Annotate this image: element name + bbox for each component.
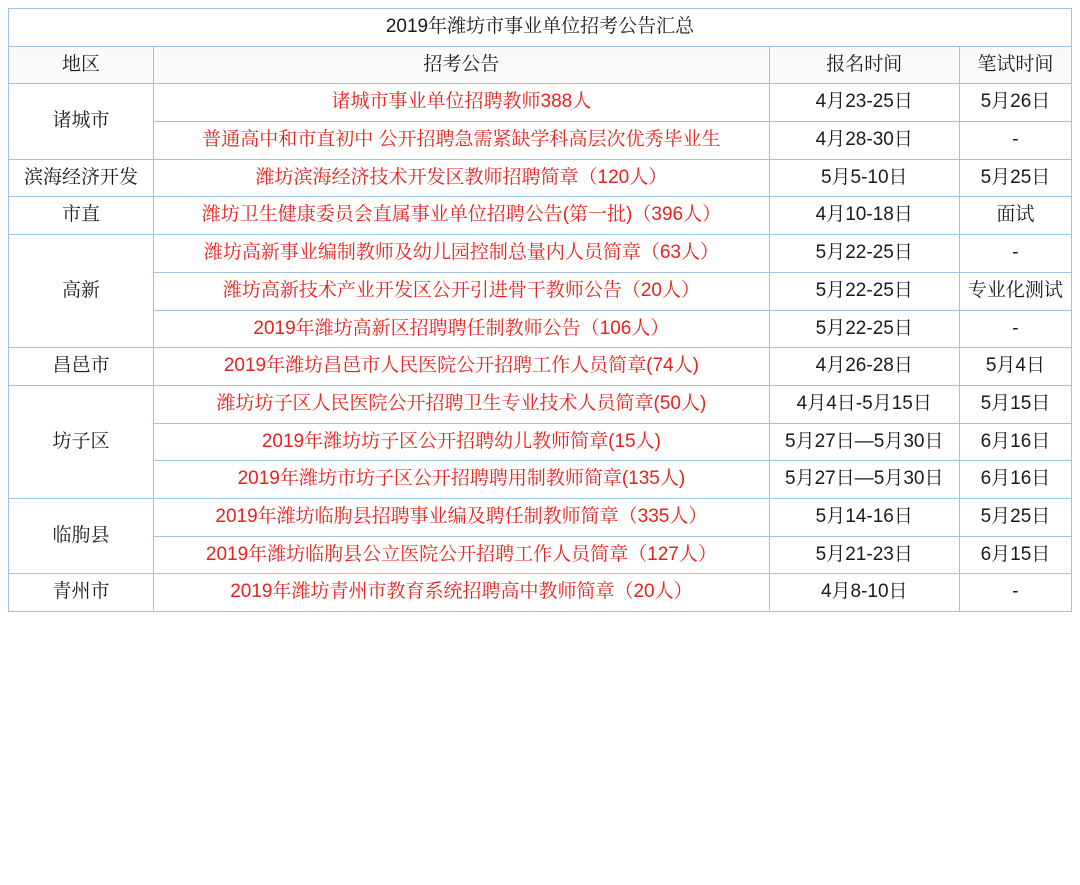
page-title: 2019年潍坊市事业单位招考公告汇总 — [9, 9, 1072, 47]
announcement-link[interactable]: 2019年潍坊坊子区公开招聘幼儿教师简章(15人) — [154, 423, 770, 461]
region-cell: 青州市 — [9, 574, 154, 612]
signup-time: 4月28-30日 — [769, 122, 959, 160]
signup-time: 4月23-25日 — [769, 84, 959, 122]
signup-time: 5月22-25日 — [769, 272, 959, 310]
exam-time: 面试 — [959, 197, 1071, 235]
exam-time: 6月16日 — [959, 423, 1071, 461]
table-row — [9, 235, 1072, 273]
announcement-link[interactable]: 潍坊高新技术产业开发区公开引进骨干教师公告（20人） — [154, 272, 770, 310]
region-cell: 诸城市 — [9, 84, 154, 159]
announcement-link[interactable]: 2019年潍坊昌邑市人民医院公开招聘工作人员简章(74人) — [154, 348, 770, 386]
region-cell: 滨海经济开发 — [9, 159, 154, 197]
table-row — [9, 385, 1072, 423]
exam-time: 5月4日 — [959, 348, 1071, 386]
signup-time: 5月14-16日 — [769, 498, 959, 536]
table-row — [9, 159, 1072, 197]
signup-time: 4月10-18日 — [769, 197, 959, 235]
signup-time: 5月27日—5月30日 — [769, 461, 959, 499]
exam-time: 5月25日 — [959, 498, 1071, 536]
table-row — [9, 84, 1072, 122]
table-header-row — [9, 46, 1072, 84]
exam-time: 5月25日 — [959, 159, 1071, 197]
table-row — [9, 272, 1072, 310]
announcement-link[interactable]: 2019年潍坊临朐县公立医院公开招聘工作人员简章（127人） — [154, 536, 770, 574]
region-cell: 昌邑市 — [9, 348, 154, 386]
announcement-link[interactable]: 2019年潍坊临朐县招聘事业编及聘任制教师简章（335人） — [154, 498, 770, 536]
table-row — [9, 310, 1072, 348]
column-header-signup-time: 报名时间 — [769, 46, 959, 84]
table-row — [9, 574, 1072, 612]
table-row — [9, 197, 1072, 235]
exam-time: 专业化测试 — [959, 272, 1071, 310]
table-body — [9, 9, 1072, 612]
signup-time: 4月8-10日 — [769, 574, 959, 612]
exam-time: - — [959, 122, 1071, 160]
signup-time: 5月27日—5月30日 — [769, 423, 959, 461]
announcement-link[interactable]: 潍坊坊子区人民医院公开招聘卫生专业技术人员简章(50人) — [154, 385, 770, 423]
exam-time: 5月26日 — [959, 84, 1071, 122]
table-row — [9, 498, 1072, 536]
exam-time: - — [959, 235, 1071, 273]
announcement-link[interactable]: 潍坊卫生健康委员会直属事业单位招聘公告(第一批)（396人） — [154, 197, 770, 235]
column-header-exam-time: 笔试时间 — [959, 46, 1071, 84]
announcement-link[interactable]: 潍坊高新事业编制教师及幼儿园控制总量内人员简章（63人） — [154, 235, 770, 273]
exam-time: - — [959, 310, 1071, 348]
table-title-row — [9, 9, 1072, 47]
exam-time: 6月16日 — [959, 461, 1071, 499]
table-row — [9, 536, 1072, 574]
announcement-link[interactable]: 普通高中和市直初中 公开招聘急需紧缺学科高层次优秀毕业生 — [154, 122, 770, 160]
signup-time: 5月22-25日 — [769, 310, 959, 348]
signup-time: 5月22-25日 — [769, 235, 959, 273]
signup-time: 4月4日-5月15日 — [769, 385, 959, 423]
table-row — [9, 423, 1072, 461]
exam-time: - — [959, 574, 1071, 612]
table-row — [9, 122, 1072, 160]
region-cell: 临朐县 — [9, 498, 154, 573]
exam-time: 5月15日 — [959, 385, 1071, 423]
column-header-region: 地区 — [9, 46, 154, 84]
announcement-link[interactable]: 诸城市事业单位招聘教师388人 — [154, 84, 770, 122]
region-cell: 坊子区 — [9, 385, 154, 498]
table-row — [9, 461, 1072, 499]
region-cell: 市直 — [9, 197, 154, 235]
announcement-link[interactable]: 2019年潍坊青州市教育系统招聘高中教师简章（20人） — [154, 574, 770, 612]
table-row — [9, 348, 1072, 386]
signup-time: 5月5-10日 — [769, 159, 959, 197]
announcement-summary-table — [8, 8, 1072, 612]
signup-time: 5月21-23日 — [769, 536, 959, 574]
signup-time: 4月26-28日 — [769, 348, 959, 386]
announcement-link[interactable]: 潍坊滨海经济技术开发区教师招聘简章（120人） — [154, 159, 770, 197]
column-header-announcement: 招考公告 — [154, 46, 770, 84]
region-cell: 高新 — [9, 235, 154, 348]
announcement-link[interactable]: 2019年潍坊高新区招聘聘任制教师公告（106人） — [154, 310, 770, 348]
exam-time: 6月15日 — [959, 536, 1071, 574]
announcement-link[interactable]: 2019年潍坊市坊子区公开招聘聘用制教师简章(135人) — [154, 461, 770, 499]
